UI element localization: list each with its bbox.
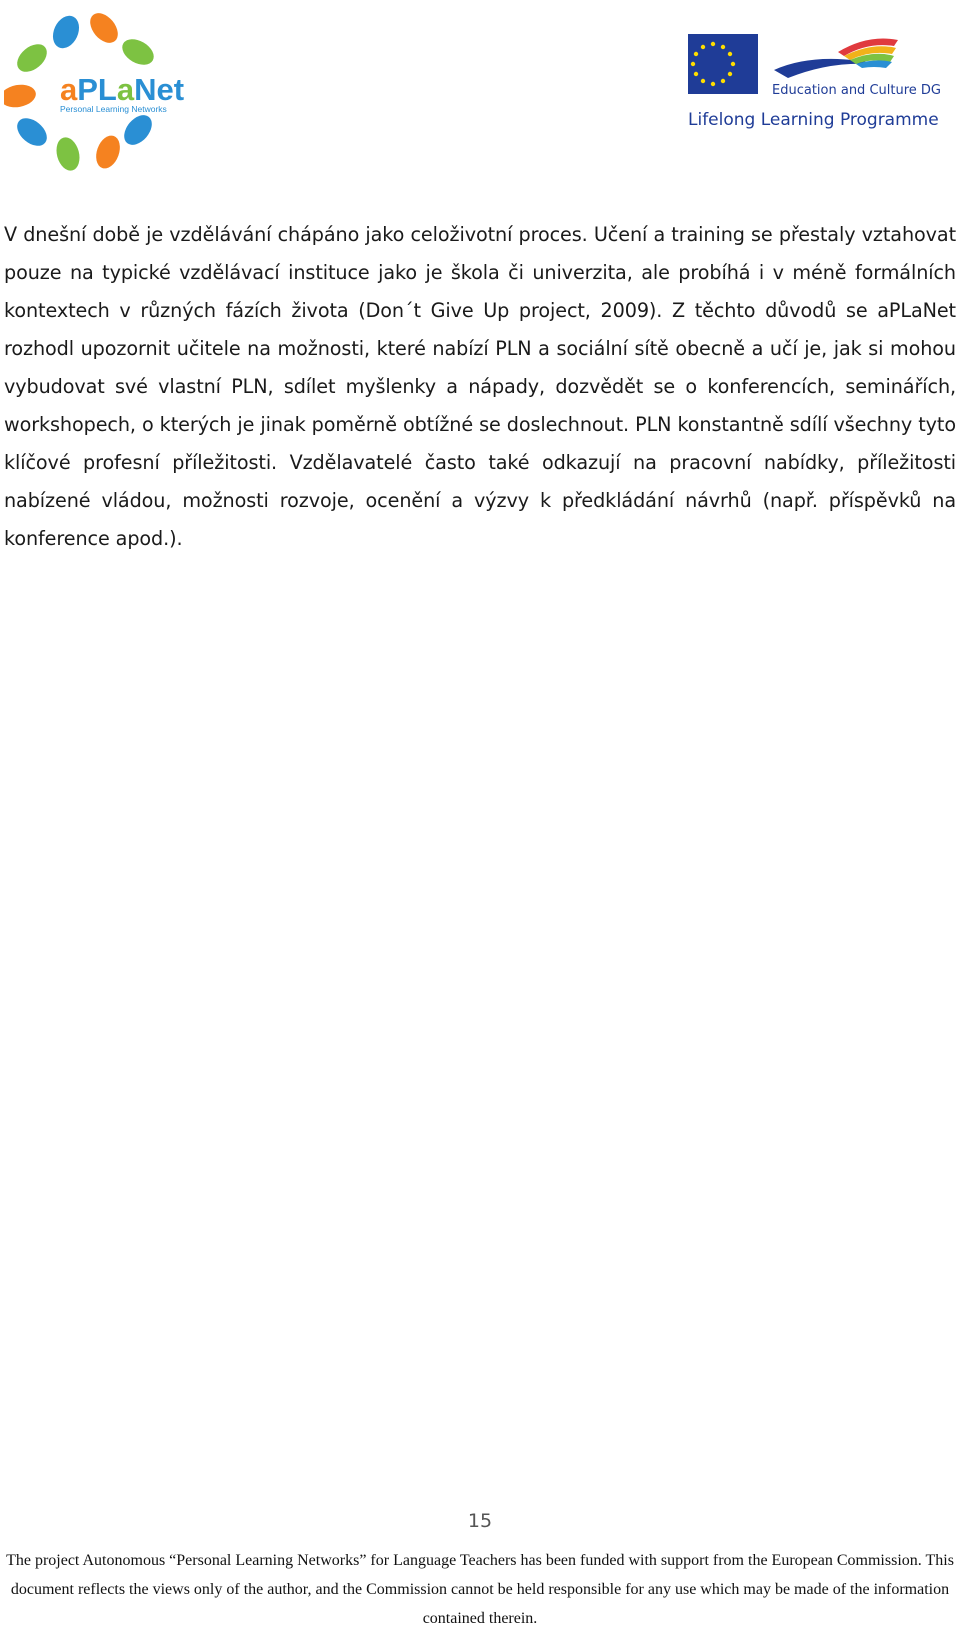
page-header — [0, 0, 960, 180]
svg-text:aPLaNet: aPLaNet — [60, 72, 184, 107]
eu-logo-line1: Education and Culture DG — [772, 83, 941, 98]
footer-disclaimer: The project Autonomous “Personal Learning Networks” for Language Teachers has been funded with support from the European Commission. This document reflects the views only of the author, and the Commission cannot be held responsible for any use which may be made of the information contained therein. — [6, 1552, 954, 1627]
eu-flag-icon — [688, 34, 758, 94]
page-number: 15 — [467, 1510, 493, 1532]
logo-tagline: Personal Learning Networks — [60, 104, 167, 114]
eu-logo-line2: Lifelong Learning Programme — [688, 110, 939, 130]
eu-lifelong-learning-logo-icon — [688, 30, 960, 140]
logo-wordmark-a: a — [60, 72, 78, 107]
body-paragraph: V dnešní době je vzdělávání chápáno jako celoživotní proces. Učení a training se přestaly vztahovat pouze na typické vzdělávací instituce jako je škola či univerzita, ale probíhá i v méně formálních kontextech v různých fázích života (Don´t Give Up project, 2009). Z těchto důvodů se aPLaNet rozhodl upozornit učitele na možnosti, které nabízí PLN a sociální sítě obecně a učí je, jak si mohou vybudovat své vlastní PLN, sdílet myšlenky a nápady, dozvědět se o konferencích, seminářích, workshopech, o kterých je jinak poměrně obtížné se doslechnout. PLN konstantně sdílí všechny tyto klíčové profesní příležitosti. Vzdělavatelé často také odkazují na pracovní nabídky, příležitosti nabízené vládou, možnosti rozvoje, ocenění a výzvy k předkládání návrhů (např. příspěvků na konference apod.). — [4, 223, 956, 550]
aplanet-logo-icon — [4, 8, 184, 173]
